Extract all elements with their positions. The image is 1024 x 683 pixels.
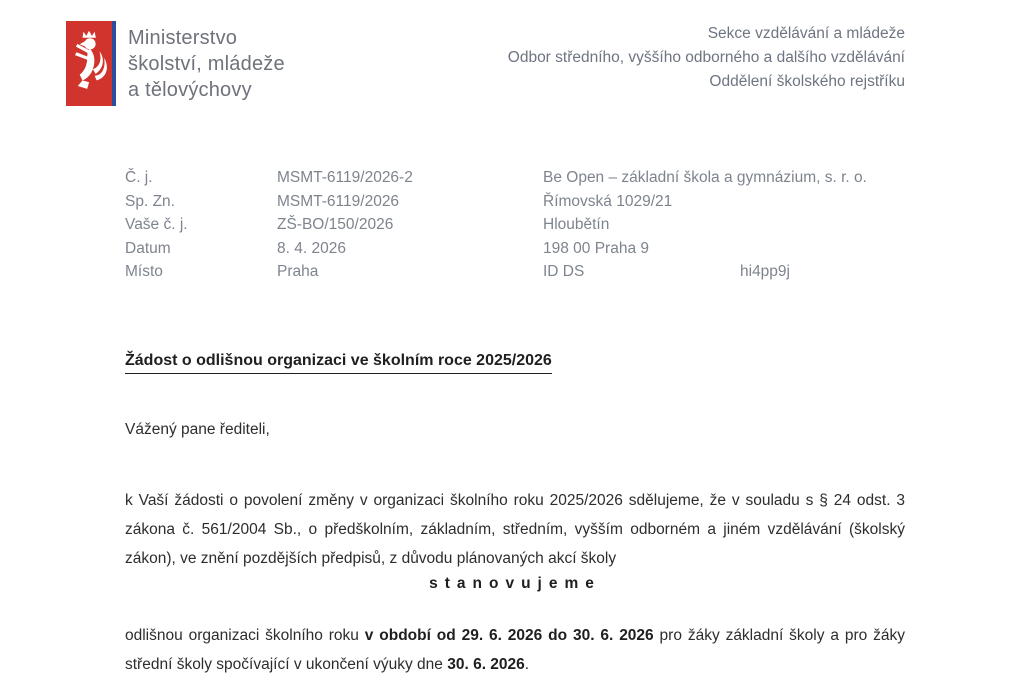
file-number-value: MSMT-6119/2026 bbox=[277, 192, 400, 210]
your-ref-value: ZŠ-BO/150/2026 bbox=[277, 216, 394, 234]
addressee-street: Římovská 1029/21 bbox=[543, 192, 673, 210]
reference-block bbox=[125, 166, 413, 284]
closing-text: pro žáky základní školy a pro žáky střední školy spočívající v ukončení výuky dne bbox=[125, 627, 905, 673]
ref-number-value: MSMT-6119/2026-2 bbox=[277, 169, 413, 186]
place-row bbox=[125, 260, 413, 284]
date-label: Datum bbox=[125, 239, 171, 257]
databox-value: hi4pp9j bbox=[740, 263, 790, 281]
date-value: 8. 4. 2026 bbox=[277, 239, 346, 257]
czech-lion-icon bbox=[68, 26, 112, 101]
place-label: Místo bbox=[125, 263, 163, 281]
closing-text: odlišnou organizaci školního roku bbox=[125, 627, 365, 644]
closing-text: . bbox=[524, 656, 530, 673]
closing-bold-period: v období od 29. 6. 2026 do 30. 6. 2026 bbox=[364, 627, 654, 644]
division-line: Odbor středního, vyššího odborného a dalšího vzdělávání bbox=[507, 49, 905, 66]
date-row bbox=[125, 237, 413, 261]
addressee-block bbox=[543, 166, 867, 284]
ministry-name bbox=[128, 25, 285, 103]
subject-text: Žádost o odlišnou organizaci ve školním roce 2025/2026 bbox=[125, 352, 552, 374]
addressee-district: Hloubětín bbox=[543, 216, 610, 234]
your-ref-label: Vaše č. j. bbox=[125, 216, 188, 234]
closing-bold-date: 30. 6. 2026 bbox=[447, 656, 525, 673]
addressee-city: 198 00 Praha 9 bbox=[543, 239, 650, 257]
databox-row bbox=[543, 260, 867, 284]
databox-label: ID DS bbox=[543, 263, 585, 281]
ministry-name-line: Ministerstvo bbox=[128, 27, 238, 49]
unit-line: Oddělení školského rejstříku bbox=[709, 73, 905, 90]
section-line: Sekce vzdělávání a mládeže bbox=[707, 25, 905, 42]
emphasis-line: stanovujeme bbox=[429, 575, 601, 592]
file-number-label: Sp. Zn. bbox=[125, 192, 175, 210]
ministry-logo bbox=[66, 21, 116, 106]
file-number-row bbox=[125, 190, 413, 214]
your-ref-row bbox=[125, 213, 413, 237]
ref-number-label: Č. j. bbox=[125, 169, 153, 186]
salutation: Vážený pane řediteli, bbox=[125, 421, 270, 438]
ministry-name-line: a tělovýchovy bbox=[128, 79, 252, 101]
ministry-name-line: školství, mládeže bbox=[128, 53, 285, 75]
department-block bbox=[508, 22, 905, 94]
ref-number-row bbox=[125, 166, 413, 190]
addressee-name: Be Open – základní škola a gymnázium, s. r. o. bbox=[543, 169, 867, 186]
subject-line bbox=[125, 352, 552, 374]
closing-paragraph bbox=[125, 621, 905, 679]
place-value: Praha bbox=[277, 263, 319, 281]
body-paragraph: k Vaší žádosti o povolení změny v organizaci školního roku 2025/2026 sdělujeme, že v souladu s § 24 odst. 3 zákona č. 561/2004 Sb., o předškolním, základním, středním, vyšším odborném a jiném vzdělávání (školský zákon), ve znění pozdějších předpisů, z důvodu plánovaných akcí školy bbox=[125, 492, 905, 567]
